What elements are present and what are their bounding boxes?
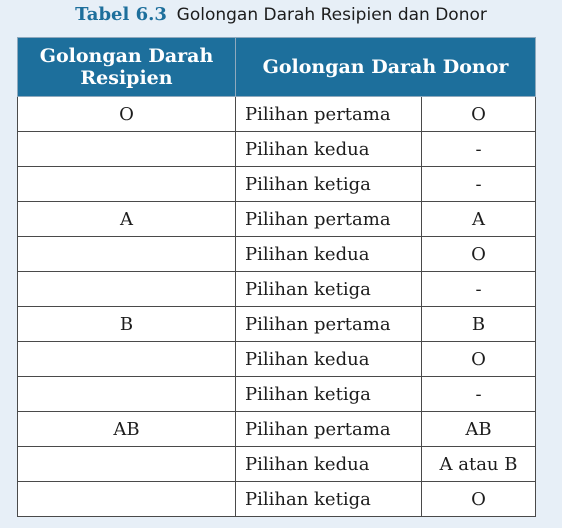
donor-choice-cell: Pilihan pertama bbox=[236, 202, 422, 237]
recipient-blood-type-cell bbox=[18, 132, 236, 167]
recipient-blood-type-cell bbox=[18, 237, 236, 272]
table-row bbox=[18, 412, 536, 447]
recipient-blood-type-cell bbox=[18, 342, 236, 377]
donor-choice-cell: Pilihan pertama bbox=[236, 97, 422, 132]
table-row bbox=[18, 377, 536, 412]
table-row bbox=[18, 132, 536, 167]
header-recipient-blood-type: Golongan Darah Resipien bbox=[18, 38, 236, 97]
table-row bbox=[18, 97, 536, 132]
donor-choice-cell: Pilihan pertama bbox=[236, 412, 422, 447]
donor-choice-cell: Pilihan ketiga bbox=[236, 272, 422, 307]
table-number: Tabel 6.3 bbox=[75, 4, 167, 25]
recipient-blood-type-cell bbox=[18, 272, 236, 307]
donor-blood-type-cell: O bbox=[422, 237, 536, 272]
donor-choice-cell: Pilihan kedua bbox=[236, 342, 422, 377]
blood-type-table bbox=[17, 37, 536, 517]
donor-blood-type-cell: - bbox=[422, 167, 536, 202]
donor-blood-type-cell: O bbox=[422, 482, 536, 517]
donor-blood-type-cell: - bbox=[422, 272, 536, 307]
header-donor-blood-type: Golongan Darah Donor bbox=[236, 38, 536, 97]
table-title: Golongan Darah Resipien dan Donor bbox=[176, 5, 487, 25]
table-row bbox=[18, 447, 536, 482]
table-row bbox=[18, 272, 536, 307]
donor-blood-type-cell: - bbox=[422, 132, 536, 167]
table-row bbox=[18, 167, 536, 202]
recipient-blood-type-cell bbox=[18, 167, 236, 202]
recipient-blood-type-cell: O bbox=[18, 97, 236, 132]
table-body bbox=[18, 97, 536, 517]
table-row bbox=[18, 307, 536, 342]
recipient-blood-type-cell bbox=[18, 447, 236, 482]
recipient-blood-type-cell: A bbox=[18, 202, 236, 237]
donor-choice-cell: Pilihan kedua bbox=[236, 447, 422, 482]
table-row bbox=[18, 482, 536, 517]
donor-blood-type-cell: A bbox=[422, 202, 536, 237]
recipient-blood-type-cell bbox=[18, 482, 236, 517]
donor-blood-type-cell: O bbox=[422, 97, 536, 132]
donor-choice-cell: Pilihan kedua bbox=[236, 237, 422, 272]
donor-blood-type-cell: - bbox=[422, 377, 536, 412]
table-row bbox=[18, 237, 536, 272]
donor-blood-type-cell: A atau B bbox=[422, 447, 536, 482]
donor-blood-type-cell: AB bbox=[422, 412, 536, 447]
donor-choice-cell: Pilihan kedua bbox=[236, 132, 422, 167]
recipient-blood-type-cell: B bbox=[18, 307, 236, 342]
header-row bbox=[18, 38, 536, 97]
table-row bbox=[18, 342, 536, 377]
table-row bbox=[18, 202, 536, 237]
donor-choice-cell: Pilihan ketiga bbox=[236, 377, 422, 412]
table-header bbox=[18, 38, 536, 97]
donor-blood-type-cell: B bbox=[422, 307, 536, 342]
donor-choice-cell: Pilihan ketiga bbox=[236, 167, 422, 202]
donor-choice-cell: Pilihan pertama bbox=[236, 307, 422, 342]
table-caption bbox=[0, 4, 562, 25]
recipient-blood-type-cell bbox=[18, 377, 236, 412]
recipient-blood-type-cell: AB bbox=[18, 412, 236, 447]
donor-choice-cell: Pilihan ketiga bbox=[236, 482, 422, 517]
donor-blood-type-cell: O bbox=[422, 342, 536, 377]
